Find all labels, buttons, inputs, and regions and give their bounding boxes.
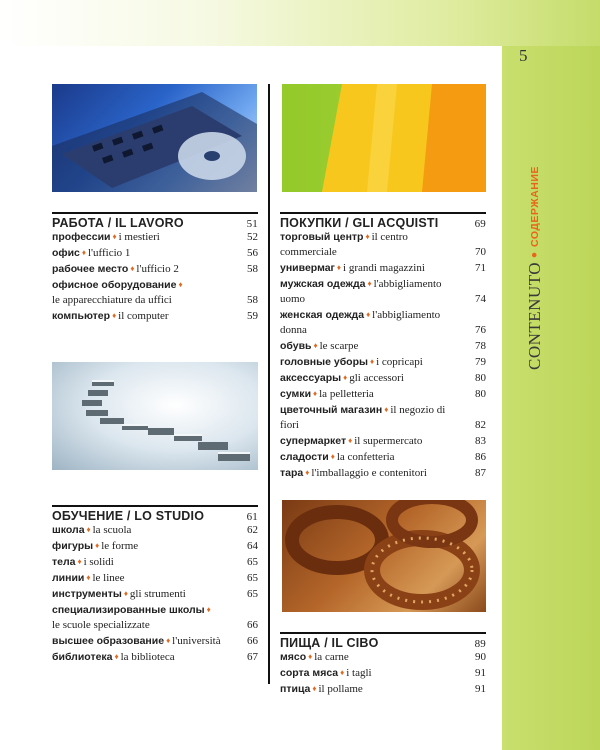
toc-entry: специализированные школы ♦ le scuole specializzate 66	[52, 604, 258, 631]
toc-entry: инструменты ♦ gli strumenti 65	[52, 588, 258, 600]
entry-italian: gli accessori	[349, 372, 404, 384]
entry-page: 62	[247, 524, 258, 536]
entry-italian: l'abbigliamento uomo	[280, 278, 442, 305]
entry-russian: тара	[280, 467, 304, 479]
toc-entry: линии ♦ le linee 65	[52, 572, 258, 584]
entry-russian: высшее образование	[52, 635, 165, 647]
entry-russian: универмаг	[280, 262, 335, 274]
entry-italian: il computer	[118, 310, 169, 322]
toc-entry: торговый центр ♦ il centro commerciale 70	[280, 231, 486, 258]
toc-entry: цветочный магазин ♦ il negozio di fiori 82	[280, 404, 486, 431]
section-page: 61	[246, 511, 258, 523]
header-gradient-bar	[0, 0, 600, 46]
entry-page: 65	[247, 588, 258, 600]
entry-italian: l'imballaggio e contenitori	[311, 467, 427, 479]
section-title-text: ПИЩА / IL CIBO	[280, 636, 379, 650]
entry-russian: сладости	[280, 451, 329, 463]
entry-russian: мясо	[280, 651, 307, 663]
toc-entry: сладости ♦ la confetteria 86	[280, 451, 486, 463]
entry-page: 58	[247, 294, 258, 306]
entry-page: 59	[247, 310, 258, 322]
toc-entry: птица ♦ il pollame 91	[280, 683, 486, 695]
entry-italian: l'ufficio 2	[136, 263, 179, 275]
entry-russian: тела	[52, 556, 76, 568]
entry-russian: супермаркет	[280, 435, 347, 447]
section-work	[52, 212, 258, 324]
entry-russian: обувь	[280, 340, 312, 352]
entry-page: 65	[247, 572, 258, 584]
entry-russian: инструменты	[52, 588, 122, 600]
toc-entry: сумки ♦ la pelletteria 80	[280, 388, 486, 400]
entry-italian: le scarpe	[319, 340, 359, 352]
section-page: 69	[474, 218, 486, 230]
entry-page: 58	[247, 263, 258, 275]
entry-russian: профессии	[52, 231, 111, 243]
section-title	[52, 212, 258, 229]
entry-italian: i tagli	[346, 667, 372, 679]
entry-italian: le scuole specializzate	[52, 619, 150, 631]
entry-italian: la confetteria	[336, 451, 395, 463]
toc-entry: мужская одежда ♦ l'abbigliamento uomo 74	[280, 278, 486, 305]
entry-italian: la carne	[314, 651, 349, 663]
entry-italian: la pelletteria	[319, 388, 374, 400]
entry-italian: i copricapi	[376, 356, 423, 368]
entry-russian: офис	[52, 247, 80, 259]
toc-entry: профессии ♦ i mestieri 52	[52, 231, 258, 243]
entry-italian: i solidi	[83, 556, 114, 568]
entry-page: 74	[475, 293, 486, 305]
entry-page: 86	[475, 451, 486, 463]
toc-entry: тела ♦ i solidi 65	[52, 556, 258, 568]
entry-italian: i grandi magazzini	[343, 262, 425, 274]
entry-russian: аксессуары	[280, 372, 342, 384]
entry-russian: компьютер	[52, 310, 111, 322]
toc-entry: аксессуары ♦ gli accessori 80	[280, 372, 486, 384]
entry-page: 80	[475, 388, 486, 400]
toc-entry: рабочее место ♦ l'ufficio 2 58	[52, 263, 258, 275]
entry-page: 52	[247, 231, 258, 243]
entry-italian: i mestieri	[118, 231, 160, 243]
toc-entry: супермаркет ♦ il supermercato 83	[280, 435, 486, 447]
entry-russian: специализированные школы	[52, 604, 205, 616]
section-title-text: ОБУЧЕНИЕ / LO STUDIO	[52, 509, 205, 523]
entry-page: 70	[475, 246, 486, 258]
section-page: 51	[246, 218, 258, 230]
page-number: 5	[519, 46, 528, 65]
entry-russian: птица	[280, 683, 311, 695]
entry-italian: il supermercato	[354, 435, 423, 447]
entry-page: 66	[247, 619, 258, 631]
sidebar-title	[522, 120, 548, 370]
entry-russian: сорта мяса	[280, 667, 339, 679]
sidebar-title-russian: СОДЕРЖАНИЕ	[529, 166, 541, 248]
entry-italian: il pollame	[318, 683, 363, 695]
entry-russian: торговый центр	[280, 231, 364, 243]
entry-page: 71	[475, 262, 486, 274]
book-staircase-image	[52, 362, 258, 470]
entry-russian: фигуры	[52, 540, 94, 552]
section-page: 89	[474, 638, 486, 650]
entry-page: 64	[247, 540, 258, 552]
toc-entry: фигуры ♦ le forme 64	[52, 540, 258, 552]
entry-page: 87	[475, 467, 486, 479]
entry-russian: рабочее место	[52, 263, 129, 275]
toc-entry: высшее образование ♦ l'università 66	[52, 635, 258, 647]
entry-russian: мужская одежда	[280, 278, 366, 290]
shopping-bags-image	[282, 84, 486, 192]
toc-entry: офис ♦ l'ufficio 1 56	[52, 247, 258, 259]
entry-italian: il centro commerciale	[280, 231, 408, 258]
section-title-text: ПОКУПКИ / GLI ACQUISTI	[280, 216, 439, 230]
section-title	[280, 632, 486, 649]
entry-italian: l'università	[172, 635, 221, 647]
entry-page: 76	[475, 324, 486, 336]
entry-italian: le forme	[101, 540, 139, 552]
toc-entry: женская одежда ♦ l'abbigliamento donna 76	[280, 309, 486, 336]
sidebar-title-dot: •	[525, 251, 544, 258]
laptop-image	[52, 84, 257, 192]
sidebar-band	[502, 46, 600, 750]
entry-page: 67	[247, 651, 258, 663]
entry-page: 56	[247, 247, 258, 259]
toc-entry: школа ♦ la scuola 62	[52, 524, 258, 536]
entry-russian: линии	[52, 572, 85, 584]
entry-page: 91	[475, 667, 486, 679]
entry-russian: офисное оборудование	[52, 279, 177, 291]
toc-entry: головные уборы ♦ i copricapi 79	[280, 356, 486, 368]
entry-russian: сумки	[280, 388, 312, 400]
entry-page: 83	[475, 435, 486, 447]
entry-italian: la biblioteca	[120, 651, 175, 663]
entry-russian: библиотека	[52, 651, 113, 663]
entry-italian: le linee	[92, 572, 125, 584]
entry-page: 91	[475, 683, 486, 695]
toc-entry: офисное оборудование ♦ le apparecchiature da uffici 58	[52, 279, 258, 306]
column-divider	[268, 84, 270, 684]
entry-page: 82	[475, 419, 486, 431]
section-title	[280, 212, 486, 229]
sidebar-title-italian: CONTENUTO	[525, 261, 544, 370]
entry-page: 80	[475, 372, 486, 384]
toc-entry: мясо ♦ la carne 90	[280, 651, 486, 663]
entry-italian: il negozio di fiori	[280, 404, 446, 431]
toc-entry: сорта мяса ♦ i tagli 91	[280, 667, 486, 679]
entry-russian: женская одежда	[280, 309, 365, 321]
entry-russian: головные уборы	[280, 356, 368, 368]
section-food	[280, 632, 486, 697]
section-title-text: РАБОТА / IL LAVORO	[52, 216, 184, 230]
entry-page: 65	[247, 556, 258, 568]
entry-page: 78	[475, 340, 486, 352]
entry-italian: le apparecchiature da uffici	[52, 294, 172, 306]
toc-entry: библиотека ♦ la biblioteca 67	[52, 651, 258, 663]
section-shopping	[280, 212, 486, 481]
entry-page: 90	[475, 651, 486, 663]
toc-entry: тара ♦ l'imballaggio e contenitori 87	[280, 467, 486, 479]
entry-italian: l'ufficio 1	[88, 247, 131, 259]
entry-italian: l'abbigliamento donna	[280, 309, 441, 336]
toc-entry: обувь ♦ le scarpe 78	[280, 340, 486, 352]
entry-page: 66	[247, 635, 258, 647]
toc-entry: универмаг ♦ i grandi magazzini 71	[280, 262, 486, 274]
entry-russian: школа	[52, 524, 85, 536]
entry-italian: la scuola	[92, 524, 132, 536]
section-study	[52, 505, 258, 665]
section-title	[52, 505, 258, 522]
entry-italian: gli strumenti	[129, 588, 186, 600]
entry-page: 79	[475, 356, 486, 368]
toc-entry: компьютер ♦ il computer 59	[52, 310, 258, 322]
pretzels-image	[282, 500, 486, 612]
entry-russian: цветочный магазин	[280, 404, 383, 416]
